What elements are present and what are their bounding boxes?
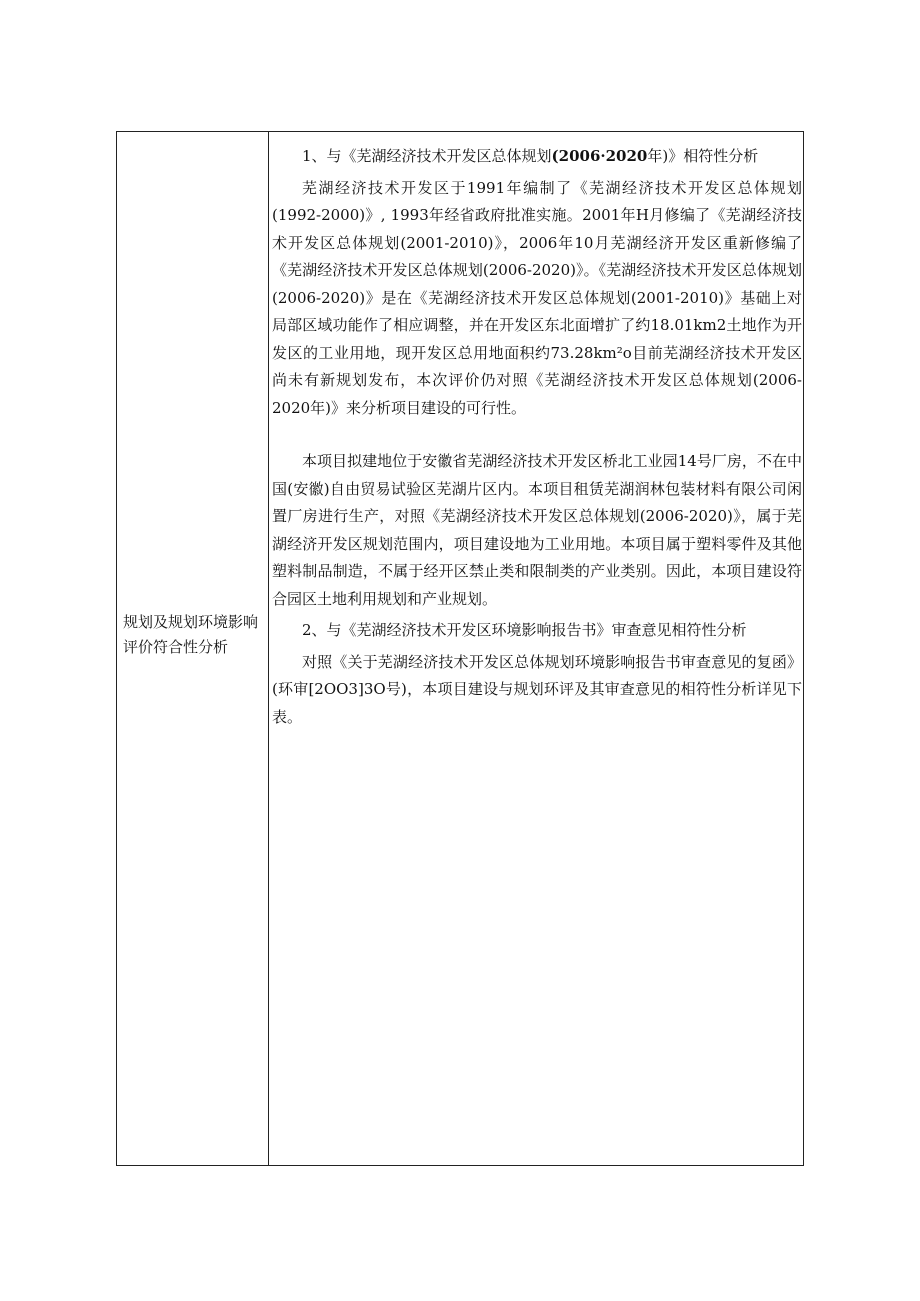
section1-heading-prefix: 1、与《芜湖经济技术开发区总体规划 [302,147,552,165]
section1-heading [272,143,802,171]
section1-paragraph-2: 本项目拟建地位于安徽省芜湖经济技术开发区桥北工业园14号厂房，不在中国(安徽)自由贸易试验区芜湖片区内。本项目租赁芜湖润林包装材料有限公司闲置厂房进行生产，对照《芜湖经济技术开发区总体规划(2006-2020)》，属于芜湖经济开发区规划范围内，项目建设地为工业用地。本项目属于塑料零件及其他塑料制品制造，不属于经开区禁止类和限制类的产业类别。因此，本项目建设符合园区土地利用规划和产业规划。 [272,452,802,608]
analysis-table [116,131,804,1166]
section1-heading-bold: (2006·2020 [551,147,648,165]
spacer [272,422,802,448]
section2-heading: 2、与《芜湖经济技术开发区环境影响报告书》审查意见相符性分析 [302,621,747,639]
category-label: 规划及规划环境影响评价符合性分析 [123,613,259,656]
section2-paragraph-1: 对照《关于芜湖经济技术开发区总体规划环境影响报告书审查意见的复函》(环审[2OO3]3O号)，本项目建设与规划环评及其审查意见的相符性分析详见下表。 [272,652,802,726]
content-body [272,143,802,731]
section1-paragraph-1: 芜湖经济技术开发区于1991年编制了《芜湖经济技术开发区总体规划(1992-2000)》, 1993年经省政府批准实施。2001年H月修编了《芜湖经济技术开发区总体规划(2001-2010)》，2006年10月芜湖经济开发区重新修编了《芜湖经济技术开发区总体规划(2006-2020)》。《芜湖经济技术开发区总体规划(2006-2020)》是在《芜湖经济技术开发区总体规划(2001-2010)》基础上对局部区域功能作了相应调整，并在开发区东北面增扩了约18.01km2土地作为开发区的工业用地，现开发区总用地面积约73.28km²o目前芜湖经济技术开发区尚未有新规划发布，本次评价仍对照《芜湖经济技术开发区总体规划(2006-2020年)》来分析项目建设的可行性。 [272,178,802,417]
content-cell [269,132,803,1165]
section1-heading-suffix: 年)》相符性分析 [647,147,759,165]
category-cell [117,132,268,1165]
